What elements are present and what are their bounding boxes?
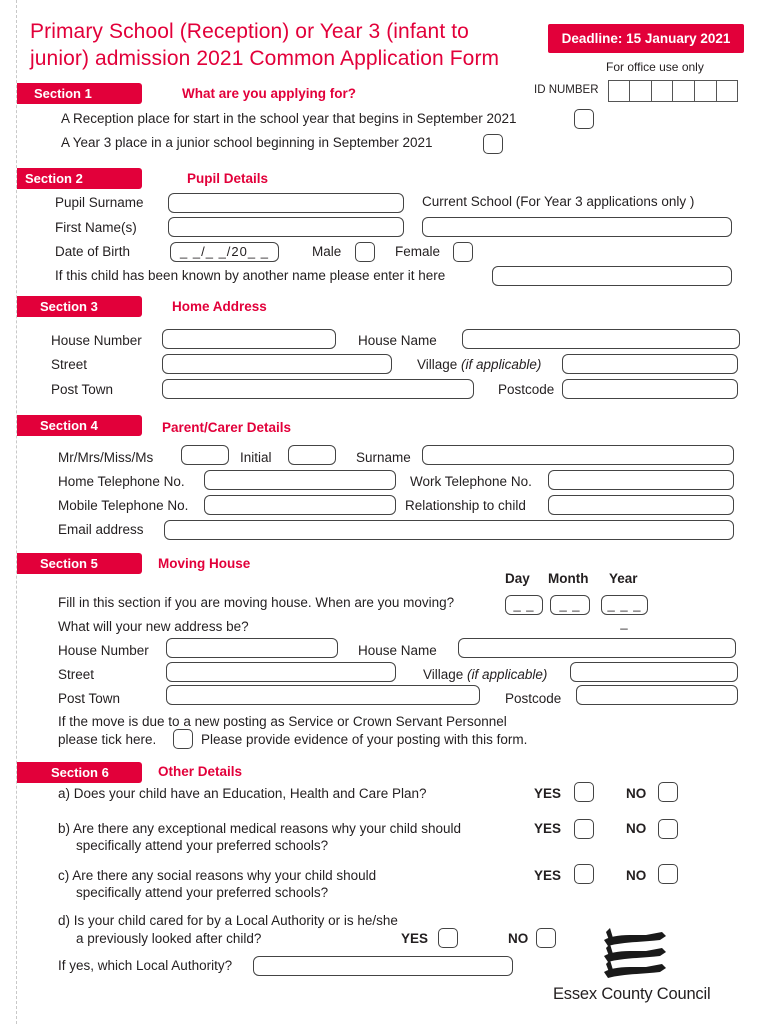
council-logo-text: Essex County Council: [553, 985, 711, 1003]
section6-heading: Other Details: [158, 764, 243, 779]
parent-title-field[interactable]: [181, 445, 229, 465]
id-box-divider: [694, 80, 695, 102]
street-label: Street: [51, 357, 88, 372]
village-label: Village (if applicable): [417, 357, 542, 372]
other-name-field[interactable]: [492, 266, 732, 286]
section5-heading: Moving House: [158, 556, 251, 571]
new-street-label: Street: [58, 667, 95, 682]
id-box-divider: [629, 80, 630, 102]
home-tel-label: Home Telephone No.: [58, 474, 185, 489]
new-post-town-field[interactable]: [166, 685, 480, 705]
question-b-line2: specifically attend your preferred schools?: [76, 838, 329, 853]
pupil-surname-label: Pupil Surname: [55, 195, 144, 210]
q-a-no-checkbox[interactable]: [658, 782, 678, 802]
home-tel-field[interactable]: [204, 470, 396, 490]
postcode-field[interactable]: [562, 379, 738, 399]
section6-tab: Section 6: [17, 762, 142, 783]
house-number-label: House Number: [51, 333, 142, 348]
question-c-line1: c) Are there any social reasons why your child should: [58, 868, 377, 883]
question-b-line1: b) Are there any exceptional medical reasons why your child should: [58, 821, 461, 836]
other-name-label: If this child has been known by another name please enter it here: [55, 268, 446, 283]
form-title-line1: Primary School (Reception) or Year 3 (infant to: [30, 20, 469, 43]
initial-field[interactable]: [288, 445, 336, 465]
q-c-no-label: NO: [626, 868, 647, 883]
question-c-line2: specifically attend your preferred schools?: [76, 885, 329, 900]
pupil-surname-field[interactable]: [168, 193, 404, 213]
q-d-yes-checkbox[interactable]: [438, 928, 458, 948]
id-number-label: ID NUMBER: [534, 84, 599, 96]
move-year-field[interactable]: _ _ _ _: [601, 595, 648, 615]
which-authority-label: If yes, which Local Authority?: [58, 958, 233, 973]
section2-tab: Section 2: [17, 168, 142, 189]
reception-checkbox[interactable]: [574, 109, 594, 129]
male-label: Male: [312, 244, 342, 259]
q-c-yes-checkbox[interactable]: [574, 864, 594, 884]
month-label: Month: [548, 571, 589, 586]
street-field[interactable]: [162, 354, 392, 374]
which-authority-field[interactable]: [253, 956, 513, 976]
male-checkbox[interactable]: [355, 242, 375, 262]
q-c-yes-label: YES: [534, 868, 562, 883]
house-number-field[interactable]: [162, 329, 336, 349]
question-d-line2: a previously looked after child?: [76, 931, 262, 946]
post-town-field[interactable]: [162, 379, 474, 399]
dob-label: Date of Birth: [55, 244, 131, 259]
move-month-field[interactable]: _ _: [550, 595, 590, 615]
mobile-tel-field[interactable]: [204, 495, 396, 515]
office-use-label: For office use only: [606, 60, 704, 74]
postcode-label: Postcode: [498, 382, 555, 397]
current-school-field[interactable]: [422, 217, 732, 237]
posting-evidence-label: Please provide evidence of your posting with this form.: [201, 732, 528, 747]
id-box-divider: [672, 80, 673, 102]
section4-tab: Section 4: [17, 415, 142, 436]
id-number-field[interactable]: [608, 80, 738, 102]
current-school-label: Current School (For Year 3 applications only ): [422, 194, 695, 209]
form-title-line2: junior) admission 2021 Common Application Form: [30, 47, 500, 70]
q-b-no-checkbox[interactable]: [658, 819, 678, 839]
year3-option-label: A Year 3 place in a junior school beginning in September 2021: [61, 135, 433, 150]
section1-heading: What are you applying for?: [182, 86, 357, 101]
new-house-name-field[interactable]: [458, 638, 736, 658]
section2-heading: Pupil Details: [187, 171, 269, 186]
section4-heading: Parent/Carer Details: [162, 420, 292, 435]
parent-surname-field[interactable]: [422, 445, 734, 465]
first-names-field[interactable]: [168, 217, 404, 237]
q-a-yes-label: YES: [534, 786, 562, 801]
work-tel-field[interactable]: [548, 470, 734, 490]
year-label: Year: [609, 571, 638, 586]
new-postcode-field[interactable]: [576, 685, 738, 705]
posting-tick-label: please tick here.: [58, 732, 157, 747]
parent-surname-label: Surname: [356, 450, 411, 465]
deadline-badge: Deadline: 15 January 2021: [548, 24, 744, 53]
seaxes-logo-icon: [600, 926, 670, 982]
q-d-no-checkbox[interactable]: [536, 928, 556, 948]
section1-tab: Section 1: [17, 83, 142, 104]
new-house-name-label: House Name: [358, 643, 437, 658]
new-house-number-label: House Number: [58, 643, 149, 658]
house-name-label: House Name: [358, 333, 437, 348]
female-label: Female: [395, 244, 441, 259]
new-village-field[interactable]: [570, 662, 738, 682]
when-moving-label: Fill in this section if you are moving house. When are you moving?: [58, 595, 455, 610]
work-tel-label: Work Telephone No.: [410, 474, 532, 489]
email-label: Email address: [58, 522, 144, 537]
village-field[interactable]: [562, 354, 738, 374]
move-day-field[interactable]: _ _: [505, 595, 543, 615]
id-box-divider: [716, 80, 717, 102]
q-d-no-label: NO: [508, 931, 529, 946]
q-a-yes-checkbox[interactable]: [574, 782, 594, 802]
page-edge-line: [16, 0, 17, 1024]
question-d-line1: d) Is your child cared for by a Local Authority or is he/she: [58, 913, 398, 928]
year3-checkbox[interactable]: [483, 134, 503, 154]
relationship-field[interactable]: [548, 495, 734, 515]
new-postcode-label: Postcode: [505, 691, 562, 706]
house-name-field[interactable]: [462, 329, 740, 349]
q-c-no-checkbox[interactable]: [658, 864, 678, 884]
relationship-label: Relationship to child: [405, 498, 526, 513]
new-village-label: Village (if applicable): [423, 667, 548, 682]
q-a-no-label: NO: [626, 786, 647, 801]
dob-field[interactable]: _ _/_ _/20_ _: [170, 242, 279, 262]
id-box-divider: [651, 80, 652, 102]
day-label: Day: [505, 571, 530, 586]
section3-tab: Section 3: [17, 296, 142, 317]
posting-checkbox[interactable]: [173, 729, 193, 749]
question-a: a) Does your child have an Education, Health and Care Plan?: [58, 786, 427, 801]
first-names-label: First Name(s): [55, 220, 137, 235]
section5-tab: Section 5: [17, 553, 142, 574]
posting-line1: If the move is due to a new posting as Service or Crown Servant Personnel: [58, 714, 507, 729]
post-town-label: Post Town: [51, 382, 114, 397]
new-house-number-field[interactable]: [166, 638, 338, 658]
mobile-tel-label: Mobile Telephone No.: [58, 498, 189, 513]
female-checkbox[interactable]: [453, 242, 473, 262]
new-address-label: What will your new address be?: [58, 619, 249, 634]
q-b-no-label: NO: [626, 821, 647, 836]
q-b-yes-checkbox[interactable]: [574, 819, 594, 839]
email-field[interactable]: [164, 520, 734, 540]
initial-label: Initial: [240, 450, 272, 465]
new-post-town-label: Post Town: [58, 691, 121, 706]
section3-heading: Home Address: [172, 299, 267, 314]
reception-option-label: A Reception place for start in the school year that begins in September 2021: [61, 111, 517, 126]
q-d-yes-label: YES: [401, 931, 429, 946]
parent-title-label: Mr/Mrs/Miss/Ms: [58, 450, 154, 465]
q-b-yes-label: YES: [534, 821, 562, 836]
new-street-field[interactable]: [166, 662, 396, 682]
